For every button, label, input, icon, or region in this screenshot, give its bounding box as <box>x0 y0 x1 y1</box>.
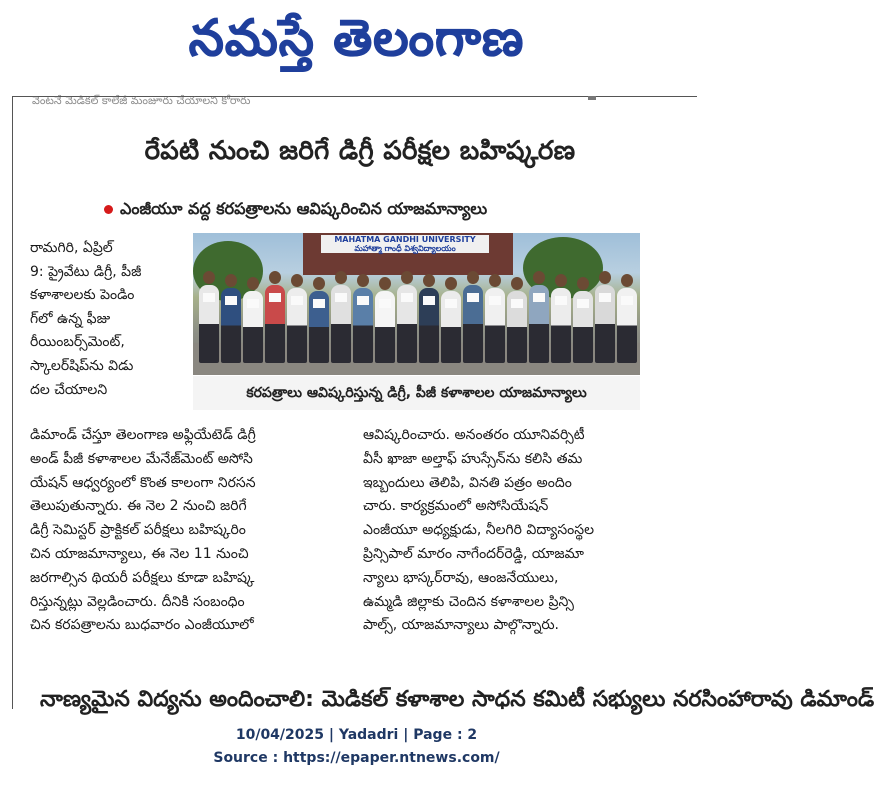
text-line: యేషన్ ఆధ్వర్యంలో కొంత కాలంగా నిరసన <box>30 474 256 491</box>
person-head <box>357 274 369 287</box>
text-line: కళాశాలలకు పెండిం <box>30 287 135 304</box>
person-head <box>533 271 545 284</box>
pamphlet-shape <box>599 293 611 302</box>
photo-caption: కరపత్రాలు ఆవిష్కరిస్తున్న డిగ్రీ, పీజీ కళాశాలల యాజమాన్యాలు <box>193 376 640 410</box>
person-head <box>247 277 259 290</box>
pamphlet-shape <box>445 299 457 308</box>
cut-off-previous-line: వెంటనే మెడికల్ కాలేజీ మంజూరు చేయాలని కోరారు <box>32 94 251 107</box>
pamphlet-shape <box>511 299 523 308</box>
person-head <box>335 271 347 284</box>
masthead-title: నమస్తే తెలంగాణ <box>188 8 525 67</box>
text-line: న్యాలు భాస్కర్‌రావు, ఆంజనేయులు, <box>363 569 559 586</box>
person-head <box>379 277 391 290</box>
pamphlet-shape <box>313 299 325 308</box>
person-head <box>621 274 633 287</box>
article-column-right <box>363 424 667 638</box>
pamphlet-shape <box>577 299 589 308</box>
cut-off-headline-text: నాణ్యమైన విద్యను అందించాలి: మెడికల్ కళాశాల సాధన కమిటీ సభ్యులు నరసింహారావు డిమాండ్ <box>40 687 874 712</box>
person-head <box>401 271 413 284</box>
cut-off-next-headline <box>40 683 874 712</box>
article-subheadline <box>104 199 664 222</box>
pamphlet-shape <box>401 293 413 302</box>
person-head <box>577 277 589 290</box>
article-column-left-bottom <box>30 424 346 638</box>
text-line: రిస్తున్నట్లు వెల్లడించారు. దీనికి సంబంధిం <box>30 593 245 610</box>
text-line: ఎంజీయూ అధ్యక్షుడు, నీలగిరి విద్యాసంస్థల <box>363 522 595 539</box>
text-line: దల చేయాలని <box>30 381 108 398</box>
person-head <box>203 271 215 284</box>
text-line: ఉమ్మడి జిల్లాకు చెందిన కళాశాలల ప్రిన్సి <box>363 593 574 610</box>
text-line: చిన కరపత్రాలను బుధవారం ఎంజీయూలో <box>30 617 254 634</box>
pamphlet-shape <box>489 296 501 305</box>
footer-source-link: Source : https://epaper.ntnews.com/ <box>213 750 500 766</box>
person-head <box>511 277 523 290</box>
person-head <box>291 274 303 287</box>
text-line: డిగ్రీ సెమిస్టర్ ప్రాక్టికల్ పరీక్షలు బహిష్కరిం <box>30 522 246 539</box>
person-head <box>269 271 281 284</box>
text-line: రీయింబర్స్‌మెంట్, <box>30 334 125 351</box>
text-line: ఇబ్బందులు తెలిపి, వినతి పత్రం అందిం <box>363 474 572 491</box>
text-line: తెలుపుతున్నారు. ఈ నెల 2 నుంచి జరిగే <box>30 498 247 515</box>
text-line: పాల్స్, యాజమాన్యాలు పాల్గొన్నారు. <box>363 617 560 634</box>
text-line: చారు. కార్యక్రమంలో అసోసియేషన్ <box>363 498 549 515</box>
person-head <box>423 274 435 287</box>
text-line: 9: ప్రైవేటు డిగ్రీ, పీజీ <box>30 263 142 280</box>
person-head <box>313 277 325 290</box>
university-sign: MAHATMA GANDHI UNIVERSITY మహాత్మా గాంధీ విశ్వవిద్యాలయం <box>321 235 489 253</box>
pamphlet-shape <box>467 293 479 302</box>
pamphlet-shape <box>291 296 303 305</box>
text-line: ఆవిష్కరించారు. అనంతరం యూనివర్సిటీ <box>363 427 585 443</box>
text-line: గ్‌లో ఉన్న ఫీజు <box>30 310 111 327</box>
text-line: డిమాండ్ చేస్తూ తెలంగాణ అఫ్లియేటెడ్ డిగ్రీ <box>30 427 256 443</box>
pamphlet-shape <box>269 293 281 302</box>
person-head <box>555 274 567 287</box>
text-line: అండ్ పీజీ కళాశాలల మేనేజ్‌మెంట్ అసోసి <box>30 450 253 467</box>
article-headline: రేపటి నుంచి జరిగే డిగ్రీ పరీక్షల బహిష్కరణ <box>144 136 576 166</box>
footer-date-edition-page: 10/04/2025 | Yadadri | Page : 2 <box>235 727 478 743</box>
text-line: రామగిరి, ఏప్రిల్ <box>30 240 113 256</box>
article-column-left-top <box>30 237 188 402</box>
pamphlet-shape <box>247 299 259 308</box>
pamphlet-shape <box>203 293 215 302</box>
pamphlet-shape <box>335 293 347 302</box>
newspaper-masthead <box>0 0 713 88</box>
text-line: జరగాల్సిన థియరీ పరీక్షలు కూడా బహిష్క <box>30 569 255 586</box>
pamphlet-shape <box>379 299 391 308</box>
cut-off-mark <box>588 96 596 100</box>
news-photo <box>193 233 640 375</box>
text-line: స్కాలర్‌షిప్‌ను విడు <box>30 357 134 374</box>
pamphlet-shape <box>357 296 369 305</box>
pamphlet-shape <box>621 296 633 305</box>
pamphlet-shape <box>533 293 545 302</box>
person-head <box>489 274 501 287</box>
pamphlet-shape <box>555 296 567 305</box>
pamphlet-shape <box>225 296 237 305</box>
pamphlet-shape <box>423 296 435 305</box>
person-head <box>467 271 479 284</box>
red-bullet-icon <box>104 205 113 214</box>
subheadline-text: ఎంజీయూ వద్ద కరపత్రాలను ఆవిష్కరించిన యాజమాన్యాలు <box>120 199 488 218</box>
person-head <box>599 271 611 284</box>
text-line: వీసీ ఖాజా అల్తాఫ్ హుస్సేన్‌ను కలిసి తమ <box>363 450 583 467</box>
person-head <box>225 274 237 287</box>
text-line: ప్రిన్సిపాల్ మారం నాగేందర్‌రెడ్డి, యాజమా <box>363 545 584 562</box>
text-line: చిన యాజమాన్యాలు, ఈ నెల 11 నుంచి <box>30 545 249 562</box>
person-head <box>445 277 457 290</box>
